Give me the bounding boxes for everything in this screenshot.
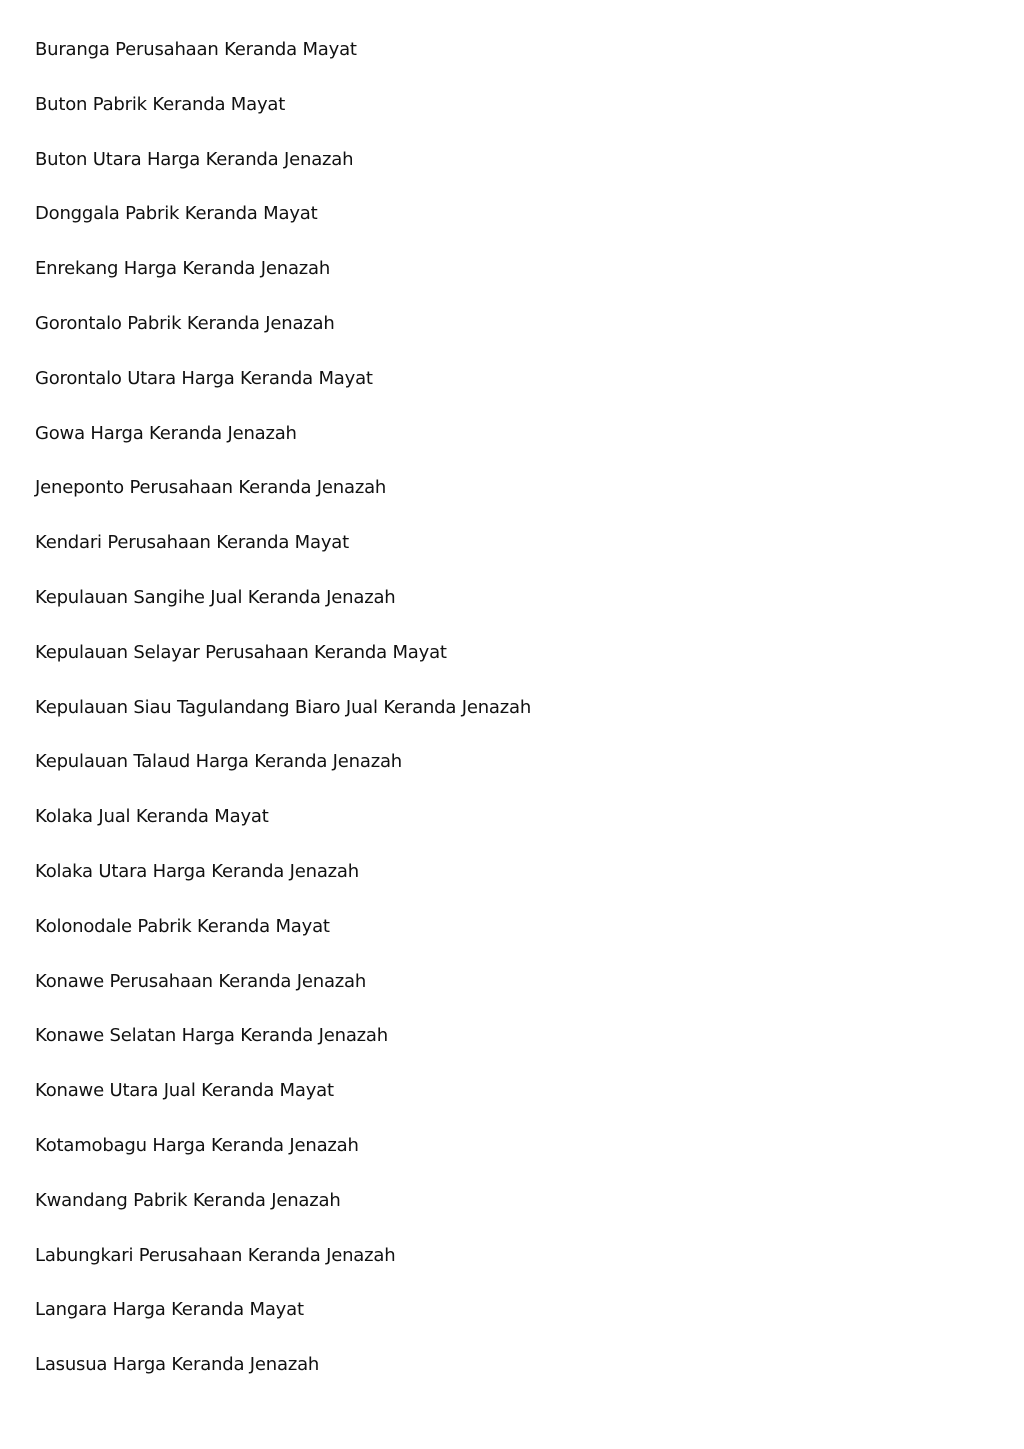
list-item: Kepulauan Talaud Harga Keranda Jenazah [35, 751, 402, 773]
list-item: Konawe Perusahaan Keranda Jenazah [35, 970, 367, 992]
list-item: Gorontalo Pabrik Keranda Jenazah [35, 312, 335, 334]
list-item: Gorontalo Utara Harga Keranda Mayat [35, 367, 373, 389]
list-item: Labungkari Perusahaan Keranda Jenazah [35, 1244, 396, 1266]
list-item: Enrekang Harga Keranda Jenazah [35, 258, 331, 280]
list-item: Kendari Perusahaan Keranda Mayat [35, 532, 349, 554]
list-item: Lasusua Harga Keranda Jenazah [35, 1354, 320, 1376]
list-item: Konawe Utara Jual Keranda Mayat [35, 1080, 334, 1102]
list-item: Buton Utara Harga Keranda Jenazah [35, 148, 354, 170]
list-item: Kepulauan Sangihe Jual Keranda Jenazah [35, 586, 396, 608]
list-item: Kolaka Jual Keranda Mayat [35, 806, 269, 828]
list-item: Kepulauan Siau Tagulandang Biaro Jual Keranda Jenazah [35, 696, 532, 718]
list-item: Kolonodale Pabrik Keranda Mayat [35, 915, 330, 937]
list-item: Gowa Harga Keranda Jenazah [35, 422, 297, 444]
list-item: Buton Pabrik Keranda Mayat [35, 93, 286, 115]
list-item: Buranga Perusahaan Keranda Mayat [35, 39, 357, 60]
list-item: Langara Harga Keranda Mayat [35, 1299, 304, 1321]
list-item: Kolaka Utara Harga Keranda Jenazah [35, 860, 359, 882]
list-item: Konawe Selatan Harga Keranda Jenazah [35, 1025, 388, 1047]
list-item: Kepulauan Selayar Perusahaan Keranda Mayat [35, 641, 447, 663]
list-item: Jeneponto Perusahaan Keranda Jenazah [35, 477, 387, 499]
list-item: Kotamobagu Harga Keranda Jenazah [35, 1134, 359, 1156]
list-item: Donggala Pabrik Keranda Mayat [35, 203, 318, 225]
list-item: Kwandang Pabrik Keranda Jenazah [35, 1189, 341, 1211]
location-list [35, 36, 995, 1406]
